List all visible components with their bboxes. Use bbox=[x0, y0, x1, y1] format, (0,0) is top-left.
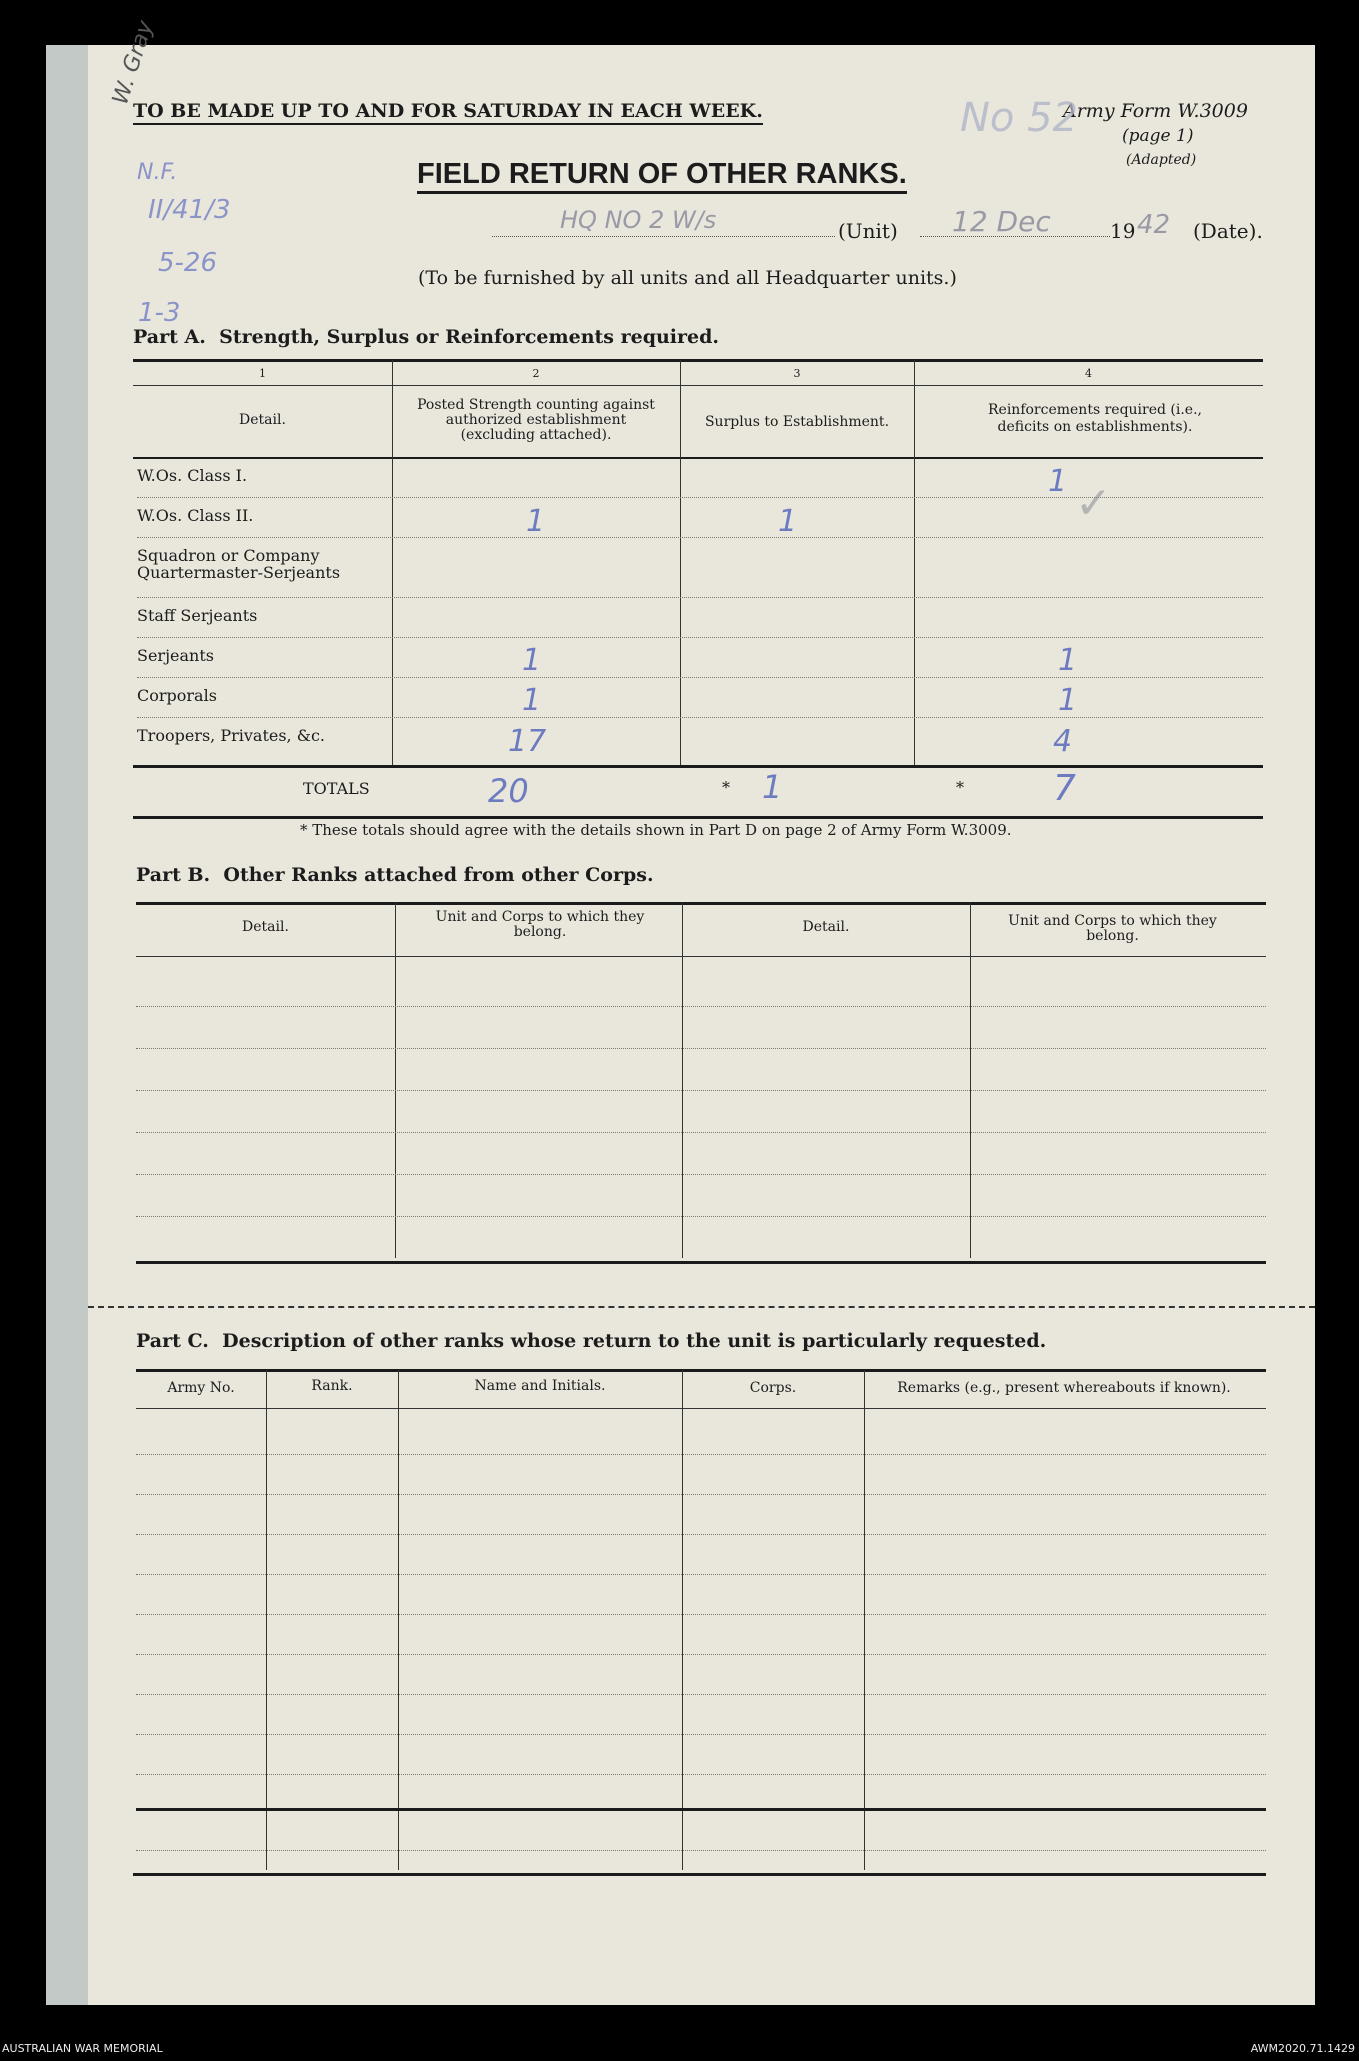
corporals-posted-value: 1 bbox=[522, 683, 542, 718]
part-b-title: Other Ranks attached from other Corps. bbox=[223, 864, 654, 886]
total-reinf-value: 7 bbox=[1053, 768, 1076, 809]
margin-note-4: 1-3 bbox=[138, 298, 181, 328]
part-a-header-reinforcements: Reinforcements required (i.e., deficits on establishments). bbox=[988, 402, 1202, 435]
date-label: (Date). bbox=[1193, 219, 1263, 243]
row-wo-class-1: W.Os. Class I. bbox=[137, 466, 248, 485]
col-number-1: 1 bbox=[259, 367, 266, 380]
part-b-heading bbox=[136, 864, 654, 886]
part-c-title: Description of other ranks whose return to the unit is particularly requested. bbox=[222, 1330, 1047, 1352]
footer-accession: AWM2020.71.1429 bbox=[1250, 2042, 1355, 2055]
perforation-line bbox=[88, 1306, 1315, 1308]
margin-note-1: N.F. bbox=[137, 160, 178, 185]
part-a-heading bbox=[133, 326, 719, 348]
part-b-header-detail-1: Detail. bbox=[242, 919, 289, 935]
part-b-label: Part B. bbox=[136, 864, 211, 886]
row-serjeants: Serjeants bbox=[137, 646, 214, 665]
troopers-reinf-value: 4 bbox=[1053, 724, 1073, 759]
totals-label: TOTALS bbox=[303, 779, 370, 798]
part-c-header-rank: Rank. bbox=[311, 1378, 353, 1394]
serjeants-reinf-value: 1 bbox=[1058, 643, 1078, 678]
part-b-header-unit-1: Unit and Corps to which they belong. bbox=[435, 909, 645, 940]
col-number-2: 2 bbox=[532, 367, 540, 380]
margin-note-3: 5-26 bbox=[158, 248, 218, 278]
part-c-heading bbox=[136, 1330, 1046, 1352]
pencil-tick: ✓ bbox=[1075, 478, 1112, 529]
adapted-note: (Adapted) bbox=[1126, 152, 1197, 168]
corporals-reinf-value: 1 bbox=[1058, 683, 1078, 718]
form-id: Army Form W.3009 bbox=[1063, 100, 1248, 122]
total-surplus-value: 1 bbox=[762, 768, 783, 806]
part-b-header-unit-2: Unit and Corps to which they belong. bbox=[1008, 913, 1217, 944]
unit-label: (Unit) bbox=[838, 219, 898, 243]
row-staff-serjeants: Staff Serjeants bbox=[137, 606, 258, 625]
total-posted-value: 20 bbox=[488, 772, 529, 810]
wo2-posted-value: 1 bbox=[526, 504, 546, 539]
part-c-header-corps: Corps. bbox=[749, 1380, 797, 1396]
footer-credit: AUSTRALIAN WAR MEMORIAL bbox=[2, 2042, 163, 2055]
row-corporals: Corporals bbox=[137, 686, 217, 705]
part-c-label: Part C. bbox=[136, 1330, 209, 1352]
part-c-header-name: Name and Initials. bbox=[474, 1378, 606, 1394]
row-cqms bbox=[137, 547, 387, 581]
col-number-3: 3 bbox=[793, 367, 801, 380]
part-c-header-remarks: Remarks (e.g., present whereabouts if known). bbox=[897, 1380, 1231, 1396]
instruction-line: TO BE MADE UP TO AND FOR SATURDAY IN EACH WEEK. bbox=[133, 100, 763, 125]
unit-handwriting: HQ NO 2 W/s bbox=[560, 206, 717, 234]
part-b-header-detail-2: Detail. bbox=[802, 919, 850, 935]
wo2-surplus-value: 1 bbox=[778, 504, 798, 539]
col-number-4: 4 bbox=[1085, 367, 1092, 380]
part-c-header-army-no: Army No. bbox=[167, 1380, 235, 1396]
surplus-asterisk: * bbox=[722, 778, 730, 797]
part-a-title: Strength, Surplus or Reinforcements required. bbox=[219, 326, 720, 348]
unit-field-line[interactable] bbox=[492, 236, 835, 237]
margin-signature: W. Gray bbox=[108, 17, 159, 108]
row-wo-class-2: W.Os. Class II. bbox=[137, 506, 254, 525]
row-troopers: Troopers, Privates, &c. bbox=[137, 726, 326, 745]
wo1-reinf-value: 1 bbox=[1048, 464, 1068, 499]
form-title: FIELD RETURN OF OTHER RANKS. bbox=[417, 158, 907, 194]
part-a-header-posted: Posted Strength counting against authorized establishment (excluding attached). bbox=[417, 397, 655, 443]
margin-note-2: II/41/3 bbox=[148, 195, 231, 225]
date-handwriting: 12 Dec bbox=[952, 205, 1051, 238]
year-handwriting: 42 bbox=[1137, 210, 1171, 240]
page-number: (page 1) bbox=[1122, 126, 1194, 146]
part-a-header-detail: Detail. bbox=[239, 412, 286, 428]
year-prefix: 19 bbox=[1110, 219, 1136, 243]
part-a-footnote: * These totals should agree with the details shown in Part D on page 2 of Army Form W.3009. bbox=[300, 821, 1012, 839]
serjeants-posted-value: 1 bbox=[522, 643, 542, 678]
reinf-asterisk: * bbox=[956, 778, 964, 797]
row-cqms-label: Squadron or Company Quartermaster-Serjeants bbox=[137, 546, 341, 582]
top-right-pencil-note: No 52 bbox=[960, 95, 1079, 141]
left-binding-strip bbox=[46, 45, 92, 2005]
part-a-label: Part A. bbox=[133, 326, 206, 348]
part-a-header-surplus: Surplus to Establishment. bbox=[704, 414, 890, 430]
subtitle: (To be furnished by all units and all Headquarter units.) bbox=[418, 267, 957, 289]
troopers-posted-value: 17 bbox=[508, 724, 547, 759]
